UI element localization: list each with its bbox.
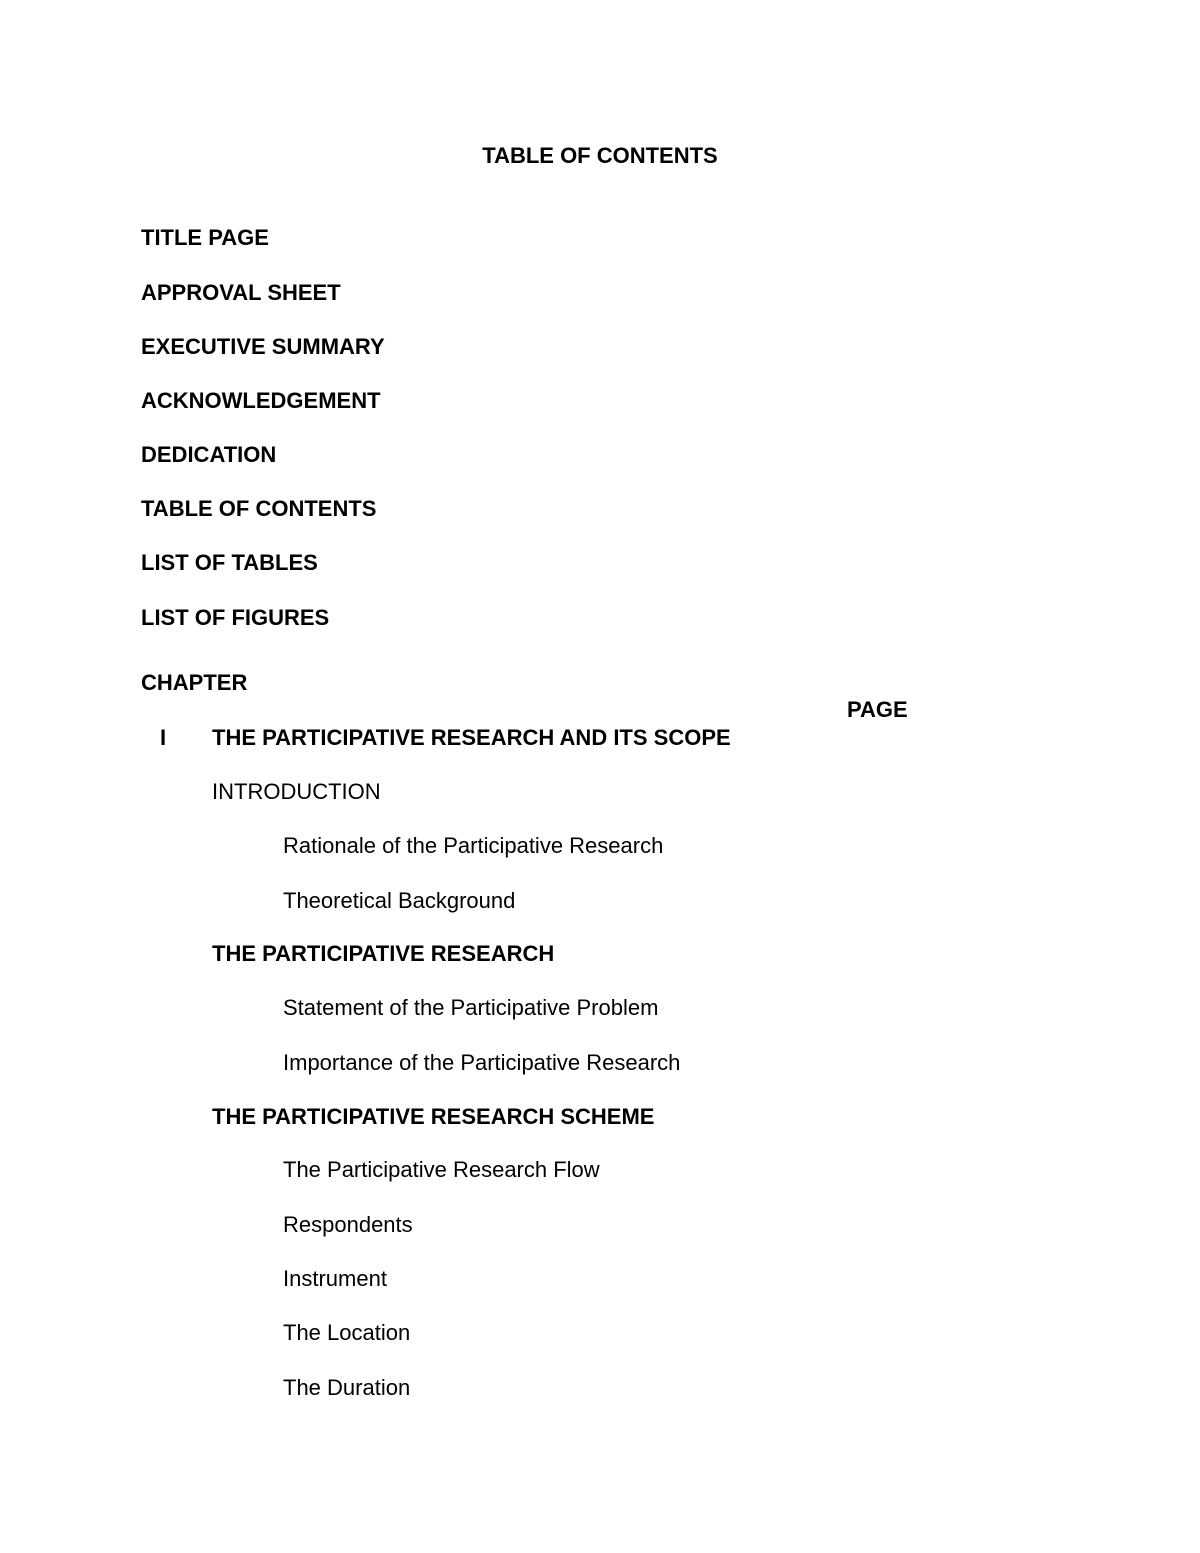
front-matter-item: EXECUTIVE SUMMARY <box>141 334 385 359</box>
subsection-item: Respondents <box>283 1212 413 1237</box>
subsection-item: The Participative Research Flow <box>283 1157 600 1182</box>
subsection-item: Instrument <box>283 1266 387 1291</box>
front-matter-item: APPROVAL SHEET <box>141 280 341 305</box>
front-matter-item: TABLE OF CONTENTS <box>141 496 377 521</box>
front-matter-item: LIST OF TABLES <box>141 550 318 575</box>
section-heading-introduction: INTRODUCTION <box>212 779 381 804</box>
page-title: TABLE OF CONTENTS <box>482 143 718 168</box>
front-matter-item: ACKNOWLEDGEMENT <box>141 388 381 413</box>
front-matter-item: TITLE PAGE <box>141 225 269 250</box>
front-matter-item: DEDICATION <box>141 442 277 467</box>
chapter-column-header: CHAPTER <box>141 670 248 695</box>
front-matter-item: LIST OF FIGURES <box>141 605 330 630</box>
subsection-item: Rationale of the Participative Research <box>283 833 664 858</box>
subsection-item: Theoretical Background <box>283 888 516 913</box>
section-heading-scheme: THE PARTICIPATIVE RESEARCH SCHEME <box>212 1104 655 1129</box>
page-column-header: PAGE <box>847 697 908 722</box>
subsection-item: The Location <box>283 1320 411 1345</box>
chapter-title: THE PARTICIPATIVE RESEARCH AND ITS SCOPE <box>212 725 731 750</box>
subsection-item: Statement of the Participative Problem <box>283 995 659 1020</box>
subsection-item: The Duration <box>283 1375 411 1400</box>
section-heading-research: THE PARTICIPATIVE RESEARCH <box>212 941 555 966</box>
subsection-item: Importance of the Participative Research <box>283 1050 681 1075</box>
chapter-number: I <box>160 725 167 750</box>
